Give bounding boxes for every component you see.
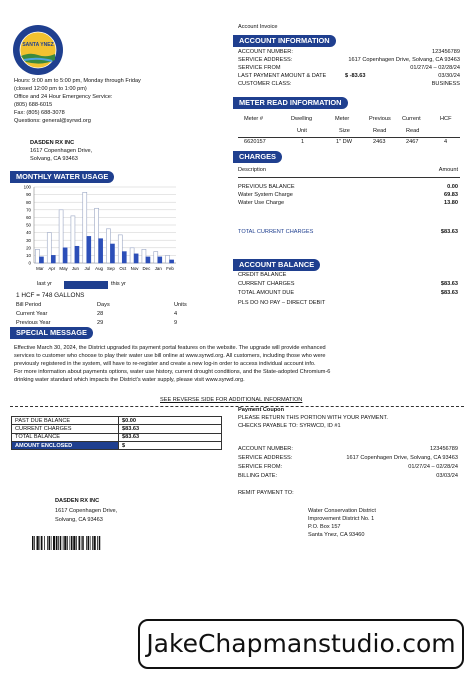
service-from-label: SERVICE FROM: [238, 65, 281, 71]
current-year-units: 4: [174, 311, 178, 317]
barcode-bar: [99, 536, 101, 550]
x-tick-label: Dec: [142, 266, 151, 271]
meter-sub-3: Size: [339, 128, 350, 134]
barcode-bar: [49, 536, 51, 550]
bar-this-year: [75, 246, 79, 263]
amount-enclosed-field[interactable]: $: [119, 441, 222, 449]
stub-value: $83.63: [119, 425, 222, 433]
barcode-bar: [71, 536, 73, 550]
total-due-value: $83.63: [440, 290, 458, 296]
account-balance-header: ACCOUNT BALANCE: [233, 259, 320, 271]
meter-sub-5: Read: [406, 128, 420, 134]
coupon-service-value: 01/27/24 – 02/28/24: [408, 464, 458, 470]
barcode-bar: [97, 536, 98, 550]
barcode-bar: [32, 536, 34, 550]
account-number-label: ACCOUNT NUMBER:: [238, 49, 293, 55]
barcode-bar: [63, 536, 64, 550]
current-year-days: 28: [97, 311, 104, 317]
barcode-bar: [64, 536, 66, 550]
bar-this-year: [51, 255, 55, 263]
customer-class-label: CUSTOMER CLASS:: [238, 81, 292, 87]
office-fax: Fax: (805) 688-3078: [14, 110, 65, 116]
y-tick-label: 10: [26, 253, 31, 258]
direct-debit-note: PLS DO NO PAY – DIRECT DEBIT: [238, 300, 326, 306]
bar-last-year: [154, 252, 158, 263]
customer-street: 1617 Copenhagen Drive,: [30, 148, 93, 154]
bar-last-year: [71, 216, 75, 263]
charges-header: CHARGES: [233, 151, 282, 163]
bar-last-year: [47, 233, 51, 263]
y-tick-label: 70: [26, 207, 31, 213]
water-system-label: Water System Charge: [238, 192, 293, 198]
barcode-bar: [73, 536, 75, 550]
office-phone: (805) 688-6015: [14, 102, 53, 108]
total-current-label: TOTAL CURRENT CHARGES: [238, 229, 314, 235]
usage-header: MONTHLY WATER USAGE: [10, 171, 114, 183]
barcode-bar: [56, 536, 58, 550]
office-hours: Hours: 9:00 am to 5:00 pm, Monday through Friday: [14, 78, 141, 84]
units-header: Units: [174, 302, 187, 308]
charges-desc-header: Description: [238, 167, 266, 173]
see-reverse-note: SEE REVERSE SIDE FOR ADDITIONAL INFORMATION: [160, 397, 303, 403]
barcode-bar: [37, 536, 39, 550]
barcode-bar: [53, 536, 55, 550]
stub-label: PAST DUE BALANCE: [12, 417, 119, 425]
remit-label: REMIT PAYMENT TO:: [238, 490, 294, 496]
remit-line-3: P.O. Box 157: [308, 524, 341, 530]
barcode: [32, 536, 126, 550]
y-tick-label: 0: [28, 260, 31, 266]
account-info-header: ACCOUNT INFORMATION: [233, 35, 336, 47]
y-tick-label: 60: [26, 215, 31, 220]
bill-period-header: Bill Period: [16, 302, 42, 308]
meter-col-2: Dwelling: [291, 116, 313, 122]
special-message-header: SPECIAL MESSAGE: [10, 327, 93, 339]
barcode-bar: [47, 536, 48, 550]
meter-hcf: 4: [444, 139, 448, 145]
stub-row-enclosed: [12, 441, 222, 449]
y-tick-label: 50: [26, 222, 31, 228]
previous-balance-value: 0.00: [447, 184, 458, 190]
bar-this-year: [87, 236, 91, 263]
watermark-text: JakeChapmanstudio.com: [146, 629, 456, 658]
stub-label: CURRENT CHARGES: [12, 425, 119, 433]
barcode-bar: [70, 536, 71, 550]
logo-text: SANTA YNEZ: [22, 42, 54, 48]
stub-customer-street: 1617 Copenhagen Drive,: [55, 508, 118, 514]
last-payment-label: LAST PAYMENT AMOUNT & DATE: [238, 73, 327, 79]
meter-previous: 2463: [373, 139, 386, 145]
barcode-bar: [79, 536, 81, 550]
coupon-billing-value: 03/03/24: [436, 473, 458, 479]
stub-row-current: [12, 425, 222, 433]
barcode-bar: [51, 536, 52, 550]
total-current-value: $83.63: [440, 229, 458, 235]
service-address-value: 1617 Copenhagen Drive, Solvang, CA 93463: [348, 57, 460, 63]
legend-last-year: last yr: [37, 281, 52, 287]
district-logo: [12, 24, 64, 76]
usage-chart: [8, 183, 180, 273]
y-tick-label: 20: [26, 245, 31, 251]
stub-customer-city: Solvang, CA 93463: [55, 517, 103, 523]
stub-label: AMOUNT ENCLOSED: [12, 441, 119, 449]
stub-row-past-due: [12, 417, 222, 425]
bar-last-year: [59, 210, 63, 263]
stub-customer-name: DASDEN RX INC: [55, 498, 100, 504]
bar-last-year: [83, 192, 87, 263]
x-tick-label: Jun: [71, 266, 79, 271]
barcode-bar: [60, 536, 62, 550]
current-year-label: Current Year: [16, 311, 48, 317]
coupon-service-label: SERVICE FROM:: [238, 464, 283, 470]
bar-last-year: [142, 249, 146, 263]
credit-balance-label: CREDIT BALANCE: [238, 272, 287, 278]
water-use-value: 13.80: [444, 200, 458, 206]
meter-sub-2: Unit: [297, 128, 307, 134]
x-tick-label: Mar: [36, 266, 44, 271]
bar-this-year: [63, 248, 67, 263]
x-tick-label: Jan: [154, 266, 162, 271]
x-tick-label: Oct: [119, 266, 127, 271]
coupon-title: Payment Coupon: [238, 407, 284, 413]
remit-line-2: Improvement District No. 1: [308, 516, 375, 522]
bar-this-year: [39, 257, 43, 263]
customer-name: DASDEN RX INC: [30, 140, 75, 146]
account-number-value: 123456789: [432, 49, 460, 55]
meter-col-1: Meter #: [244, 116, 263, 122]
special-line-5: drinking water standard which impacts the District's water supply, please visit www.syrwd.org.: [14, 377, 245, 383]
coupon-billing-label: BILLING DATE:: [238, 473, 278, 479]
office-questions[interactable]: Questions: general@syrwd.org: [14, 118, 91, 124]
office-emergency: Office and 24 Hour Emergency Service:: [14, 94, 113, 100]
bar-this-year: [146, 257, 150, 263]
previous-year-days: 29: [97, 320, 104, 326]
meter-size: 1" DW: [336, 139, 352, 145]
coupon-account-value: 123456789: [430, 446, 458, 452]
charges-amount-header: Amount: [438, 167, 458, 173]
tear-line: [10, 406, 464, 407]
x-tick-label: Sep: [107, 266, 115, 271]
barcode-bar: [67, 536, 68, 550]
legend-this-year: this yr: [111, 281, 126, 287]
barcode-bar: [94, 536, 96, 550]
x-tick-label: Nov: [130, 266, 139, 271]
x-tick-label: May: [59, 266, 68, 271]
meter-col-5: Current: [402, 116, 421, 122]
bar-last-year: [166, 255, 170, 263]
bar-last-year: [130, 248, 134, 263]
stub-row-total: [12, 433, 222, 441]
balance-current-value: $83.63: [440, 281, 458, 287]
stub-value: $0.00: [119, 417, 222, 425]
coupon-address-value: 1617 Copenhagen Drive, Solvang, CA 93463: [346, 455, 458, 461]
meter-dwelling: 1: [301, 139, 305, 145]
charges-divider: [238, 177, 460, 178]
balance-summary-table: [11, 416, 222, 450]
x-tick-label: Apr: [48, 266, 56, 271]
meter-current: 2467: [406, 139, 419, 145]
barcode-bar: [82, 536, 84, 550]
legend-this-year-swatch: [64, 281, 108, 289]
special-line-3: previously registered in the system, will have to re-register and create a new log-in order to access individual account info.: [14, 361, 316, 367]
coupon-account-label: ACCOUNT NUMBER:: [238, 446, 293, 452]
office-lunch: (closed 12:00 pm to 1:00 pm): [14, 86, 87, 92]
meter-col-4: Previous: [369, 116, 391, 122]
remit-line-1: Water Conservation District: [308, 508, 376, 514]
previous-balance-label: PREVIOUS BALANCE: [238, 184, 295, 190]
meter-sub-4: Read: [373, 128, 387, 134]
bar-last-year: [106, 229, 110, 263]
special-line-2: services to customer who choose to play their water use bill online at www.syrwd.org. All customers, including those who were: [14, 353, 326, 359]
bar-last-year: [118, 235, 122, 263]
bar-last-year: [35, 249, 39, 263]
service-from-value: 01/27/24 – 02/28/24: [410, 65, 460, 71]
bar-this-year: [158, 257, 162, 263]
bar-this-year: [170, 260, 174, 263]
invoice-title: Account Invoice: [238, 24, 278, 30]
service-address-label: SERVICE ADDRESS:: [238, 57, 293, 63]
meter-col-6: HCF: [440, 116, 452, 122]
previous-year-units: 9: [174, 320, 178, 326]
barcode-bar: [81, 536, 82, 550]
x-tick-label: Jul: [84, 266, 91, 271]
x-tick-label: Feb: [166, 266, 174, 271]
bar-this-year: [134, 254, 138, 263]
hcf-note: 1 HCF = 748 GALLONS: [16, 292, 85, 299]
meter-number: 6620157: [244, 139, 266, 145]
total-due-label: TOTAL AMOUNT DUE: [238, 290, 295, 296]
meter-col-3: Meter: [335, 116, 350, 122]
y-tick-label: 40: [26, 230, 31, 236]
barcode-bar: [88, 536, 90, 550]
barcode-bar: [86, 536, 87, 550]
meter-divider: [238, 137, 460, 138]
remit-line-4: Santa Ynez, CA 93460: [308, 532, 365, 538]
bar-this-year: [122, 252, 126, 263]
coupon-payable-note: CHECKS PAYABLE TO: SYRWCD, ID #1: [238, 423, 341, 429]
bar-this-year: [99, 239, 103, 263]
coupon-return-note: PLEASE RETURN THIS PORTION WITH YOUR PAYMENT.: [238, 415, 388, 421]
coupon-address-label: SERVICE ADDRESS:: [238, 455, 293, 461]
water-use-label: Water Use Charge: [238, 200, 285, 206]
x-tick-label: Aug: [95, 266, 103, 271]
last-payment-amount: $ -83.63: [345, 73, 366, 79]
barcode-bar: [76, 536, 77, 550]
barcode-bar: [40, 536, 41, 550]
y-tick-label: 90: [26, 192, 31, 198]
days-header: Days: [97, 302, 110, 308]
stub-label: TOTAL BALANCE: [12, 433, 119, 441]
barcode-bar: [44, 536, 45, 550]
last-payment-date: 03/30/24: [438, 73, 460, 79]
meter-read-header: METER READ INFORMATION: [233, 97, 348, 109]
balance-current-label: CURRENT CHARGES: [238, 281, 295, 287]
previous-year-label: Previous Year: [16, 320, 51, 326]
bar-last-year: [95, 208, 99, 263]
special-line-1: Effective March 30, 2024, the District upgraded its payment portal features on the website. The upgrade will provide enhanced: [14, 345, 326, 351]
y-tick-label: 30: [26, 237, 31, 243]
stub-value: $83.63: [119, 433, 222, 441]
water-system-value: 69.83: [444, 192, 458, 198]
y-tick-label: 100: [23, 184, 31, 190]
customer-class-value: BUSINESS: [431, 81, 460, 87]
special-line-4: For more information about payments options, water use history, current drought conditions, and the State-adopted Chromium-6: [14, 369, 331, 375]
bar-this-year: [110, 244, 114, 263]
barcode-bar: [92, 536, 93, 550]
barcode-bar: [58, 536, 59, 550]
y-tick-label: 80: [26, 199, 31, 205]
customer-city: Solvang, CA 93463: [30, 156, 78, 162]
barcode-bar: [41, 536, 43, 550]
barcode-bar: [34, 536, 35, 550]
barcode-bar: [90, 536, 91, 550]
